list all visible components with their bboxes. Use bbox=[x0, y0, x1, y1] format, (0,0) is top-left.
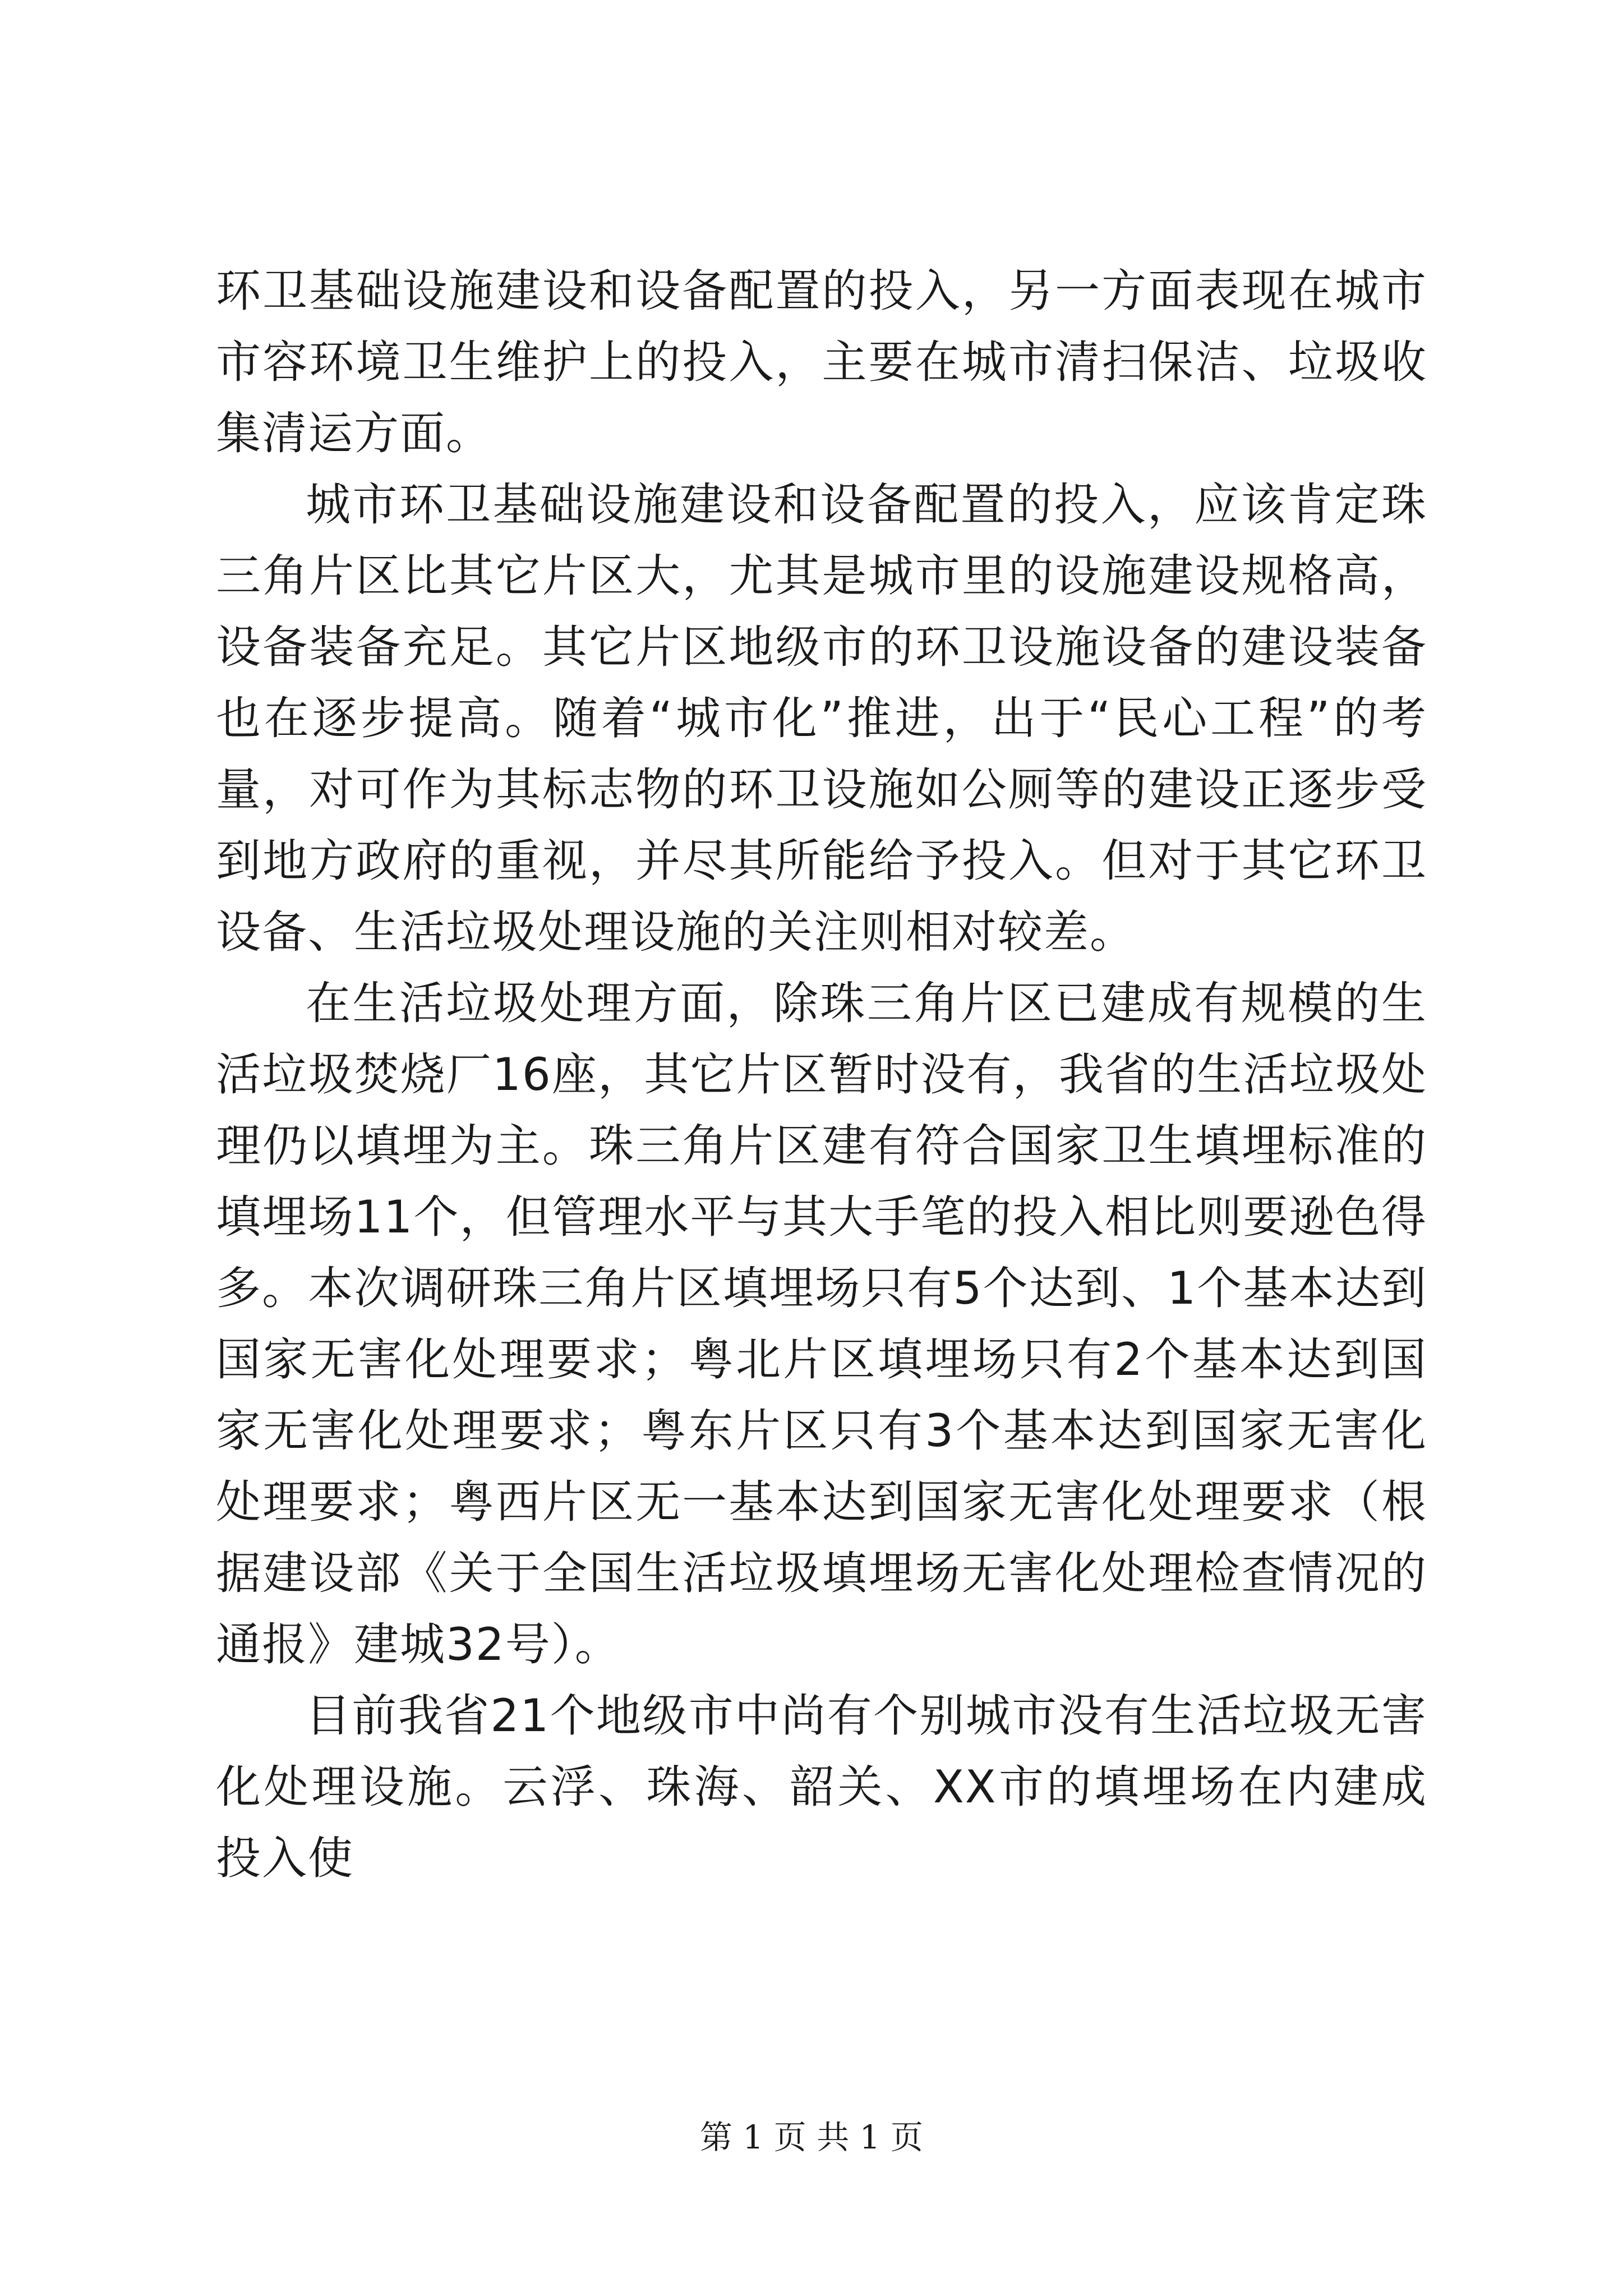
page-footer: 第 1 页 共 1 页 bbox=[700, 2118, 923, 2156]
paragraph-2: 城市环卫基础设施建设和设备配置的投入，应该肯定珠三角片区比其它片区大，尤其是城市里的设施建设规格高，设备装备充足。其它片区地级市的环卫设施设备的建设装备也在逐步提高。随着“城市化”推进，出于“民心工程”的考量，对可作为其标志物的环卫设施如公厕等的建设正逐步受到地方政府的重视，并尽其所能给予投入。但对于其它环卫设备、生活垃圾处理设施的关注则相对较差。 bbox=[216, 478, 1427, 958]
paragraph-1: 环卫基础设施建设和设备配置的投入，另一方面表现在城市市容环境卫生维护上的投入，主要在城市清扫保洁、垃圾收集清运方面。 bbox=[216, 265, 1427, 459]
document-body bbox=[216, 255, 1427, 1894]
paragraph-4: 目前我省21个地级市中尚有个别城市没有生活垃圾无害化处理设施。云浮、珠海、韶关、XX市的填埋场在内建成投入使 bbox=[216, 1690, 1427, 1884]
paragraph-3: 在生活垃圾处理方面，除珠三角片区已建成有规模的生活垃圾焚烧厂16座，其它片区暂时没有，我省的生活垃圾处理仍以填埋为主。珠三角片区建有符合国家卫生填埋标准的填埋场11个，但管理水平与其大手笔的投入相比则要逊色得多。本次调研珠三角片区填埋场只有5个达到、1个基本达到国家无害化处理要求；粤北片区填埋场只有2个基本达到国家无害化处理要求；粤东片区只有3个基本达到国家无害化处理要求；粤西片区无一基本达到国家无害化处理要求（根据建设部《关于全国生活垃圾填埋场无害化处理检查情况的通报》建城32号）。 bbox=[216, 977, 1427, 1671]
